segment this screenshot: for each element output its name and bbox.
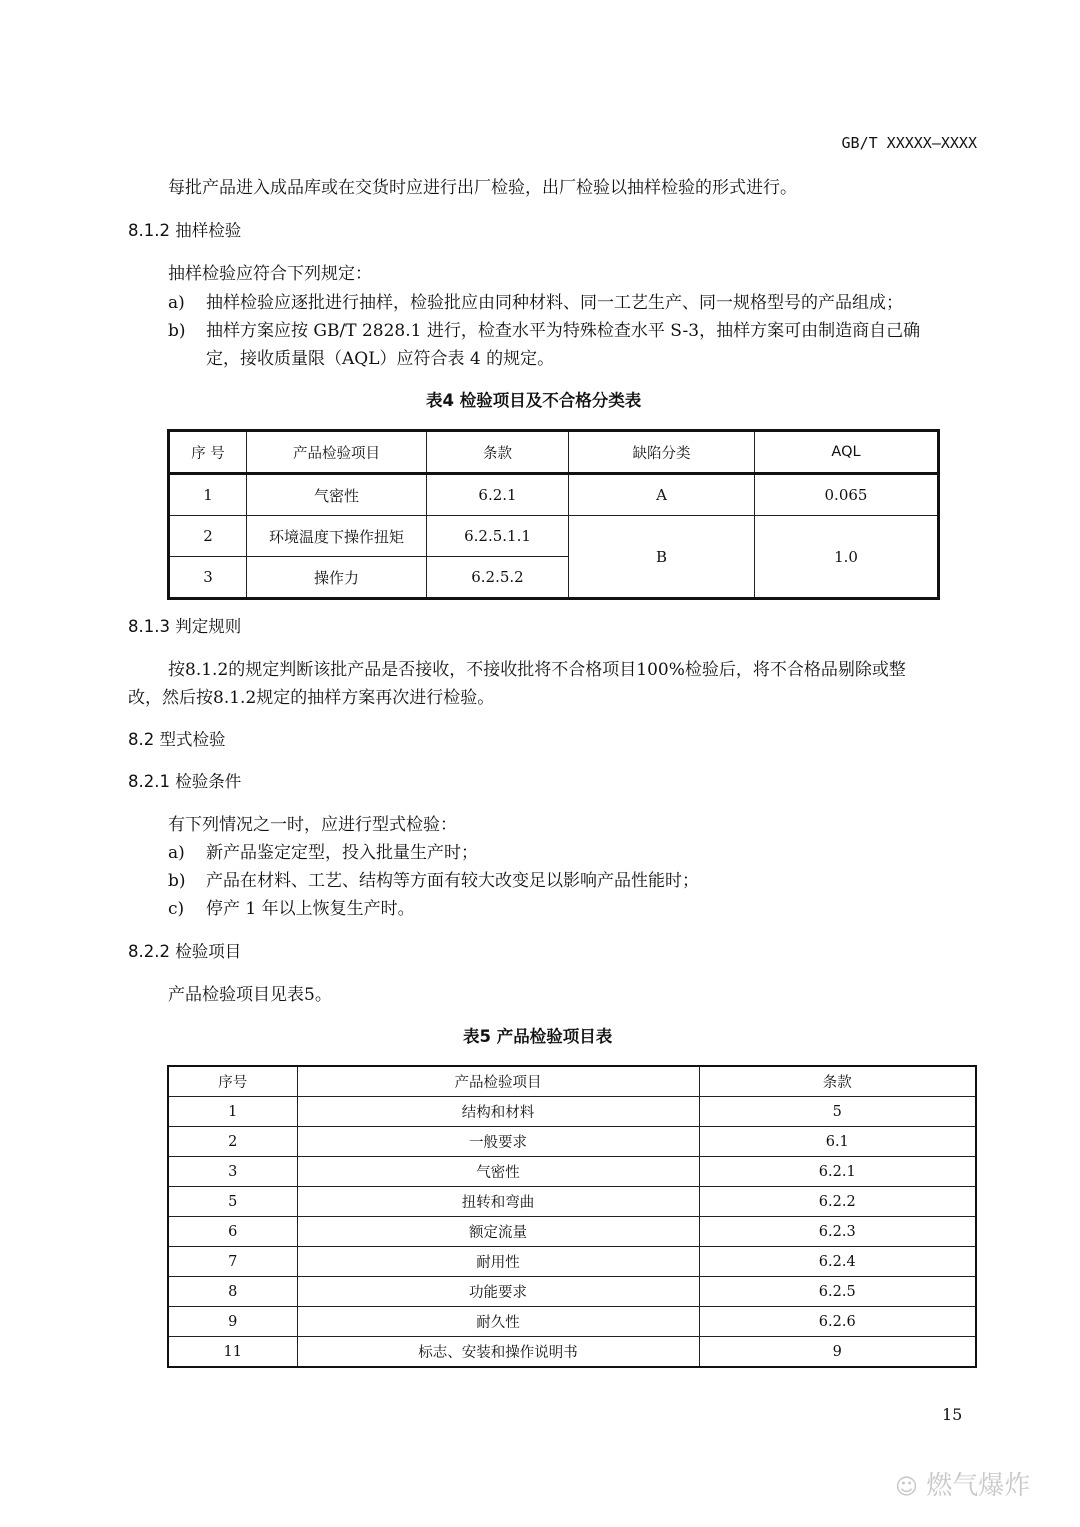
cell: 5 — [168, 1187, 297, 1217]
cell: 结构和材料 — [297, 1097, 699, 1127]
cell: 操作力 — [247, 557, 427, 599]
cell: 11 — [168, 1337, 297, 1368]
table5 — [167, 1065, 977, 1368]
list-item: 停产 1 年以上恢复生产时。 — [206, 899, 415, 919]
cell: 6.2.6 — [699, 1307, 976, 1337]
section-heading: 8.1.2 抽样检验 — [128, 221, 242, 240]
list-label: b) — [168, 321, 186, 341]
list-item: 产品在材料、工艺、结构等方面有较大改变足以影响产品性能时； — [206, 871, 699, 891]
table-row — [168, 1127, 976, 1157]
list-label: b) — [168, 871, 186, 891]
table-row — [168, 1277, 976, 1307]
cell: 7 — [168, 1247, 297, 1277]
cell: 6.2.1 — [699, 1157, 976, 1187]
doc-code: GB/T XXXXX—XXXX — [841, 134, 977, 152]
cell: 1.0 — [755, 516, 939, 599]
table-header-row — [168, 1066, 976, 1097]
cell: 6.2.5.1.1 — [427, 516, 569, 557]
cell: 6.2.2 — [699, 1187, 976, 1217]
cell: 额定流量 — [297, 1217, 699, 1247]
table-header-row — [169, 431, 939, 474]
cell: 6 — [168, 1217, 297, 1247]
cell: 0.065 — [755, 474, 939, 516]
cell: 1 — [168, 1097, 297, 1127]
cell: B — [569, 516, 755, 599]
cell: 6.2.3 — [699, 1217, 976, 1247]
table4-caption: 表4 检验项目及不合格分类表 — [426, 391, 642, 410]
section-heading: 8.2.2 检验项目 — [128, 942, 242, 961]
cell: 气密性 — [247, 474, 427, 516]
header-cell: 产品检验项目 — [247, 431, 427, 474]
cell: 6.2.1 — [427, 474, 569, 516]
cell: 气密性 — [297, 1157, 699, 1187]
list-item: 新产品鉴定定型，投入批量生产时； — [206, 843, 478, 863]
table-row — [168, 1187, 976, 1217]
list-label: c) — [168, 899, 185, 919]
cell: 5 — [699, 1097, 976, 1127]
table-row — [168, 1217, 976, 1247]
watermark — [895, 1465, 1030, 1502]
paragraph: 抽样检验应符合下列规定： — [168, 264, 372, 284]
cell: 一般要求 — [297, 1127, 699, 1157]
cell: 标志、安装和操作说明书 — [297, 1337, 699, 1368]
cell: 1 — [169, 474, 247, 516]
cell: 6.1 — [699, 1127, 976, 1157]
paragraph-cont: 改，然后按8.1.2规定的抽样方案再次进行检验。 — [128, 688, 495, 708]
table-row — [169, 516, 939, 557]
cell: 9 — [168, 1307, 297, 1337]
table-row — [168, 1307, 976, 1337]
paragraph: 按8.1.2的规定判断该批产品是否接收，不接收批将不合格项目100%检验后，将不合格品剔除或整 — [168, 660, 906, 680]
cell: 2 — [168, 1127, 297, 1157]
watermark-text: 燃气爆炸 — [926, 1471, 1031, 1501]
cell: 6.2.5 — [699, 1277, 976, 1307]
section-heading: 8.2 型式检验 — [128, 730, 226, 749]
list-item: 抽样方案应按 GB/T 2828.1 进行，检查水平为特殊检查水平 S-3，抽样方案可由制造商自己确 — [206, 321, 921, 341]
cell: 序号 — [168, 1066, 297, 1097]
cell: 6.2.4 — [699, 1247, 976, 1277]
list-item-cont: 定，接收质量限（AQL）应符合表 4 的规定。 — [206, 349, 555, 369]
cell: 3 — [168, 1157, 297, 1187]
list-item: 抽样检验应逐批进行抽样，检验批应由同种材料、同一工艺生产、同一规格型号的产品组成； — [206, 293, 903, 313]
paragraph: 每批产品进入成品库或在交货时应进行出厂检验，出厂检验以抽样检验的形式进行。 — [168, 178, 797, 198]
cell: 耐用性 — [297, 1247, 699, 1277]
table-row — [168, 1247, 976, 1277]
cell: 耐久性 — [297, 1307, 699, 1337]
cell: 功能要求 — [297, 1277, 699, 1307]
table-row — [169, 474, 939, 516]
list-label: a) — [168, 293, 185, 313]
header-cell: 序 号 — [169, 431, 247, 474]
paragraph: 产品检验项目见表5。 — [168, 985, 332, 1005]
section-heading: 8.1.3 判定规则 — [128, 617, 242, 636]
table-row — [168, 1157, 976, 1187]
header-cell: 缺陷分类 — [569, 431, 755, 474]
header-cell: AQL — [755, 431, 939, 474]
table5-caption: 表5 产品检验项目表 — [463, 1027, 613, 1046]
cell: 扭转和弯曲 — [297, 1187, 699, 1217]
page-number: 15 — [942, 1405, 963, 1424]
cell: 环境温度下操作扭矩 — [247, 516, 427, 557]
table4 — [167, 429, 940, 600]
list-label: a) — [168, 843, 185, 863]
header-cell: 条款 — [427, 431, 569, 474]
paragraph: 有下列情况之一时，应进行型式检验： — [168, 815, 457, 835]
cell: A — [569, 474, 755, 516]
table-row — [168, 1097, 976, 1127]
cell: 产品检验项目 — [297, 1066, 699, 1097]
cell: 6.2.5.2 — [427, 557, 569, 599]
cell: 9 — [699, 1337, 976, 1368]
cell: 2 — [169, 516, 247, 557]
table-row — [168, 1337, 976, 1368]
wechat-icon: ☺ — [895, 1475, 918, 1500]
section-heading: 8.2.1 检验条件 — [128, 772, 242, 791]
cell: 8 — [168, 1277, 297, 1307]
cell: 3 — [169, 557, 247, 599]
cell: 条款 — [699, 1066, 976, 1097]
